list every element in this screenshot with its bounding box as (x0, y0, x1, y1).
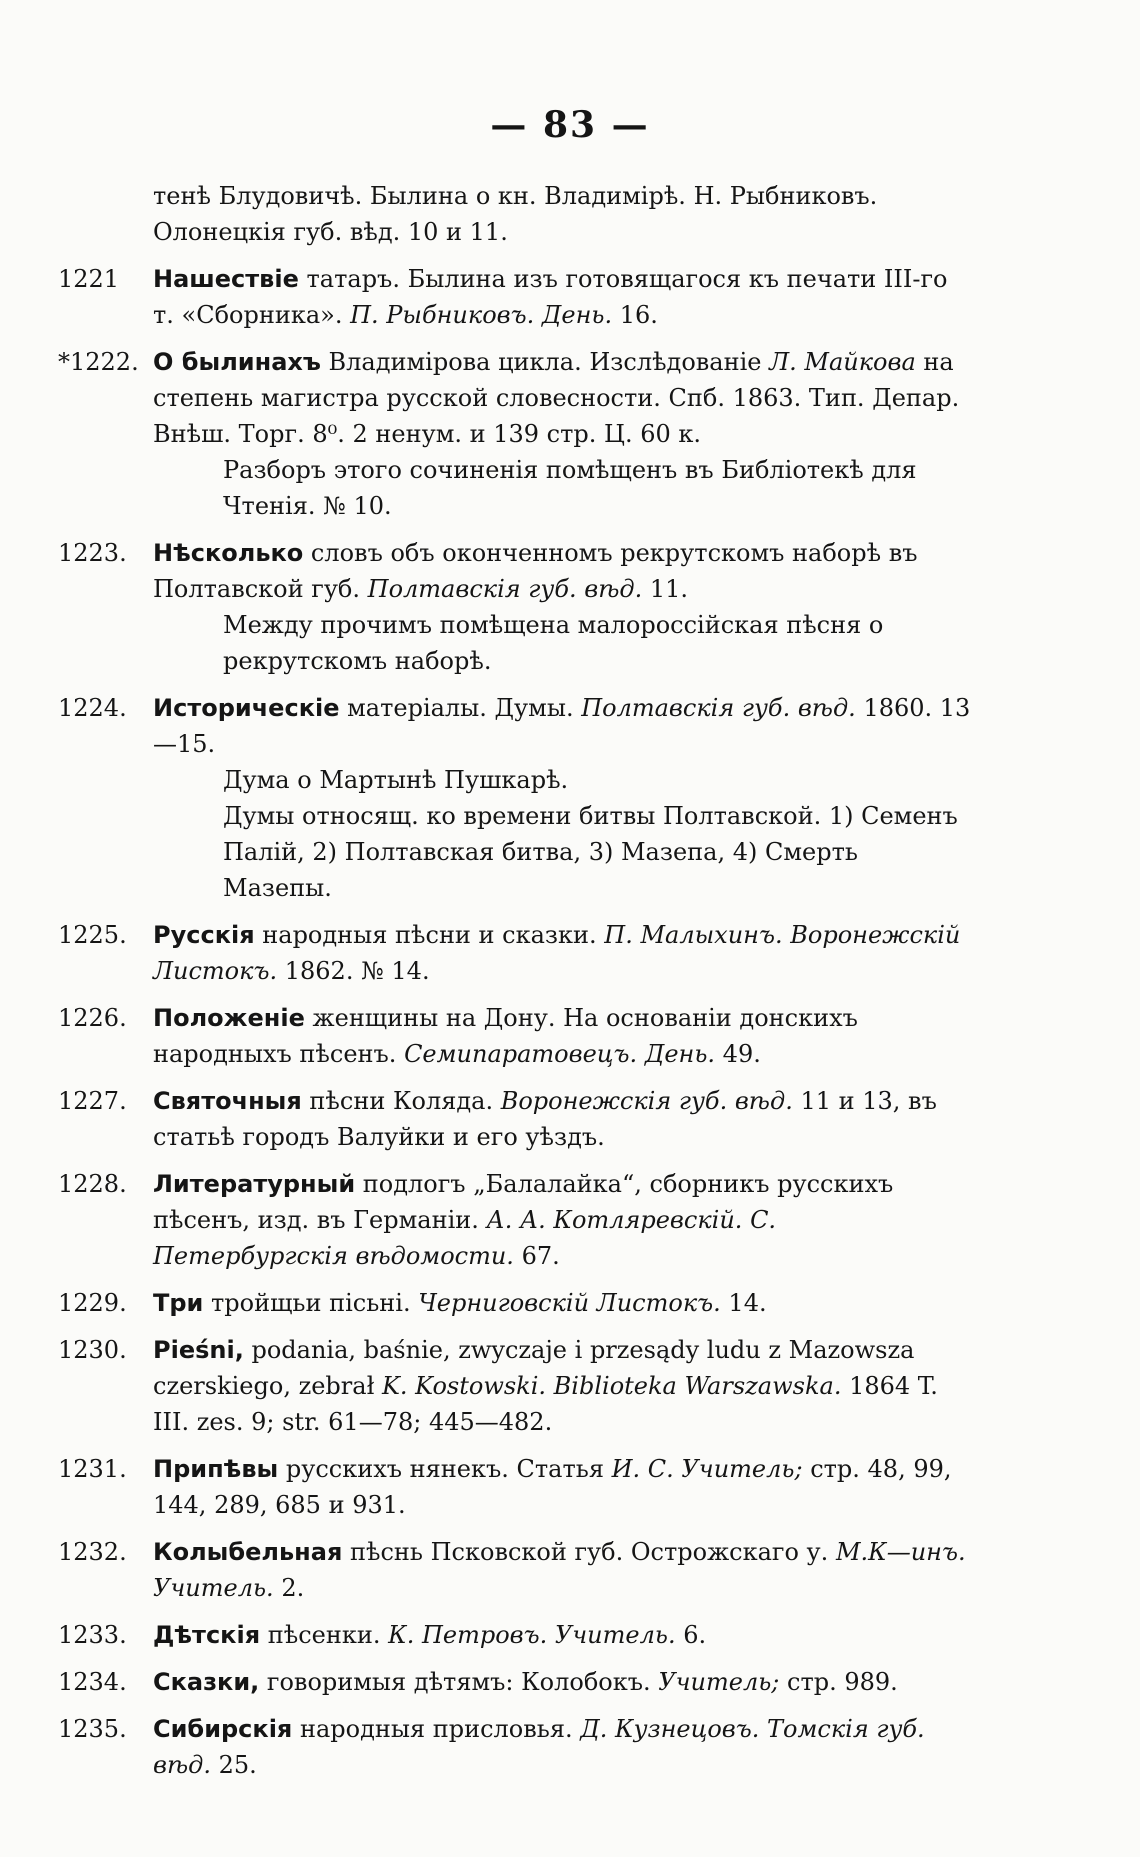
entry-title: Литературный (153, 1170, 356, 1198)
entry-text: словъ объ оконченномъ рекрутскомъ наборѣ въ Полтавской губ. (153, 539, 918, 603)
entry-tail: 11. (649, 575, 689, 603)
entry-number: 1227. (58, 1087, 127, 1115)
entry-text: татаръ. Былина изъ готовящагося къ печати III-го т. «Сборника». (153, 265, 948, 329)
entry-1231 (58, 1451, 973, 1523)
entry-source: День. (644, 1040, 716, 1068)
entry-number: 1226. (58, 1004, 127, 1032)
entry-source: С. Петербургскія вѣдомости. (153, 1206, 777, 1270)
entry-text: народныя присловья. (299, 1715, 581, 1743)
entry-tail: 1862. № 14. (284, 957, 430, 985)
entry-tail: стр. 989. (787, 1668, 898, 1696)
entry-number: 1228. (58, 1170, 127, 1198)
entry-number: 1224. (58, 694, 127, 722)
entry-text: женщины на Дону. На основаніи донскихъ народныхъ пѣсенъ. (153, 1004, 858, 1068)
entry-author: Д. Кузнецовъ. (580, 1715, 760, 1743)
entry-author: П. Рыбниковъ. (350, 301, 535, 329)
entry-note: Дума о Мартынѣ Пушкарѣ. (223, 766, 569, 794)
entry-tail: 1860. 13—15. (153, 694, 971, 758)
entry-title: Положеніе (153, 1004, 305, 1032)
entry-1224 (58, 690, 973, 906)
entry-source: Учитель. (153, 1574, 274, 1602)
entry-source: Воронежскія губ. вѣд. (500, 1087, 793, 1115)
entry-author: А. А. Котляревскій. (486, 1206, 743, 1234)
entry-title: О былинахъ (153, 348, 321, 376)
entry-author: И. С. (611, 1455, 674, 1483)
entry-1227 (58, 1083, 973, 1155)
entry-title: Нѣсколько (153, 539, 304, 567)
entry-number: 1221 (58, 265, 120, 293)
entry-number: 1233. (58, 1621, 127, 1649)
entry-text: подлогъ „Балалайка“, сборникъ русскихъ пѣсенъ, изд. въ Германіи. (153, 1170, 894, 1234)
entry-tail: 2. (281, 1574, 305, 1602)
entry-author: П. Малыхинъ. (604, 921, 783, 949)
entry-tail: 1864 T. III. zes. 9; str. 61—78; 445—482. (153, 1372, 938, 1436)
entry-1235 (58, 1711, 973, 1783)
entry-number: *1222. (58, 348, 139, 376)
entry-1223 (58, 535, 973, 679)
entry-text: тенѣ Блудовичѣ. Былина о кн. Владимірѣ. Н. Рыбниковъ. Олонецкія губ. вѣд. 10 и 11. (153, 182, 878, 246)
entry-note: Думы относящ. ко времени битвы Полтавской. 1) Семенъ Палій, 2) Полтавская битва, 3) Мазепа, 4) Смерть Мазепы. (223, 802, 958, 902)
entry-tail: 11 и 13, въ статьѣ городъ Валуйки и его уѣздъ. (153, 1087, 937, 1151)
entry-1232 (58, 1534, 973, 1606)
entry-title: Сибирскія (153, 1715, 293, 1743)
entry-number: 1231. (58, 1455, 127, 1483)
entry-title: Колыбельная (153, 1538, 343, 1566)
entry-number: 1223. (58, 539, 127, 567)
entry-tail: 14. (728, 1289, 767, 1317)
entry-title: Три (153, 1289, 204, 1317)
entry-source: Полтавскія губ. вѣд. (367, 575, 643, 603)
entry-title: Историческіе (153, 694, 340, 722)
entry-1226 (58, 1000, 973, 1072)
entry-tail: на степень магистра русской словесности. Спб. 1863. Тип. Депар. Внѣш. Торг. 8⁰. 2 ненум. и 139 стр. Ц. 60 к. (153, 348, 960, 448)
entry-1221 (58, 261, 973, 333)
entry-title: Pieśni, (153, 1336, 244, 1364)
entry-text: podania, baśnie, zwyczaje i przesądy ludu z Mazowsza czerskiego, zebrał (153, 1336, 915, 1400)
entry-title: Дѣтскія (153, 1621, 261, 1649)
entry-text: пѣсенки. (267, 1621, 389, 1649)
entry-text: русскихъ нянекъ. Статья (285, 1455, 612, 1483)
entry-tail: 67. (521, 1242, 560, 1270)
entry-1229 (58, 1285, 973, 1321)
entry-source: Учитель. (554, 1621, 676, 1649)
entry-source: Черниговскій Листокъ. (418, 1289, 721, 1317)
entry-text: Владимірова цикла. Изслѣдованіе (328, 348, 770, 376)
entry-author: Л. Майкова (769, 348, 916, 376)
entry-number: 1234. (58, 1668, 127, 1696)
entry-author: Семипаратовецъ. (404, 1040, 638, 1068)
page-number: — 83 — (490, 104, 650, 146)
entry-text: пѣсни Коляда. (309, 1087, 501, 1115)
entry-tail: 49. (722, 1040, 761, 1068)
entry-author: К. Петровъ. (388, 1621, 548, 1649)
entry-source: Воронежскій Листокъ. (153, 921, 961, 985)
entry-text: пѣснь Псковской губ. Острожскаго у. (350, 1538, 836, 1566)
entry-source: Учитель; (658, 1668, 780, 1696)
entry-author: K. Kostowski. (381, 1372, 547, 1400)
entry-number: 1225. (58, 921, 127, 949)
entry-number: 1235. (58, 1715, 127, 1743)
entry-1234 (58, 1664, 973, 1700)
entry-text: тройщьи пісьні. (211, 1289, 419, 1317)
entry-continuation (58, 178, 973, 250)
entry-source: Полтавскія губ. вѣд. (581, 694, 856, 722)
entry-note: Разборъ этого сочиненія помѣщенъ въ Библіотекѣ для Чтенія. № 10. (223, 456, 917, 520)
entry-1225 (58, 917, 973, 989)
entry-tail: стр. 48, 99, 144, 289, 685 и 931. (153, 1455, 952, 1519)
entry-title: Нашествіе (153, 265, 299, 293)
entry-1222 (58, 344, 973, 524)
entry-author: М.К—инъ. (835, 1538, 966, 1566)
entry-number: 1229. (58, 1289, 127, 1317)
entry-list (58, 178, 973, 1794)
entry-source: День. (541, 301, 613, 329)
entry-title: Припѣвы (153, 1455, 279, 1483)
entry-source: Biblioteka Warszawska. (553, 1372, 842, 1400)
entry-title: Русскія (153, 921, 255, 949)
entry-number: 1230. (58, 1336, 127, 1364)
entry-note: Между прочимъ помѣщена малороссійская пѣсня о рекрутскомъ наборѣ. (223, 611, 884, 675)
entry-text: говоримыя дѣтямъ: Колобокъ. (266, 1668, 659, 1696)
entry-1228 (58, 1166, 973, 1274)
entry-tail: 25. (218, 1751, 257, 1779)
entry-number: 1232. (58, 1538, 127, 1566)
entry-tail: 16. (619, 301, 658, 329)
entry-source: Учитель; (681, 1455, 803, 1483)
entry-text: народныя пѣсни и сказки. (262, 921, 605, 949)
entry-1230 (58, 1332, 973, 1440)
entry-1233 (58, 1617, 973, 1653)
entry-title: Святочныя (153, 1087, 302, 1115)
entry-tail: 6. (683, 1621, 707, 1649)
entry-source: Томскія губ. вѣд. (153, 1715, 925, 1779)
entry-text: матеріалы. Думы. (347, 694, 582, 722)
entry-title: Сказки, (153, 1668, 260, 1696)
